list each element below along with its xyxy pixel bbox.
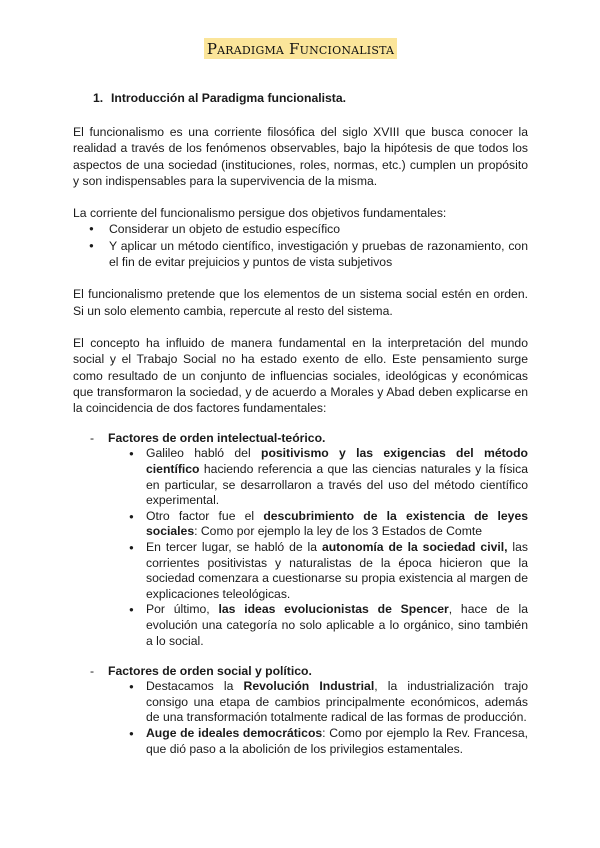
dash-marker: - <box>90 664 95 679</box>
item-text: Destacamos la <box>146 679 244 694</box>
item-text: , la industrialización trajo consigo una etapa de cambios principalmente económicos, además de una transformación totalmente radical de las formas de producción. <box>146 679 528 725</box>
section-title: Introducción al Paradigma funcionalista. <box>111 91 346 105</box>
factor-item <box>146 726 528 757</box>
item-bold: Revolución Industrial <box>243 679 375 694</box>
factor-items <box>73 679 528 757</box>
objectives-intro: La corriente del funcionalismo persigue dos objetivos fundamentales: <box>73 206 447 221</box>
factor-item <box>146 602 528 649</box>
item-bold: descubrimiento de la existencia de leyes sociales <box>146 508 529 539</box>
factor-item <box>146 509 528 540</box>
factor-title: Factores de orden social y político. <box>108 664 312 679</box>
item-text: : Como por ejemplo la Rev. Francesa, que dió paso a la abolición de los privilegios estamentales. <box>146 725 528 756</box>
item-text: En tercer lugar, se habló de la <box>146 540 322 555</box>
factor-heading <box>73 430 528 446</box>
item-bold: positivismo y las exigencias del método científico <box>146 446 528 477</box>
objective-item: ● Considerar un objeto de estudio específico <box>109 221 528 237</box>
objectives-list <box>73 221 528 270</box>
item-text: : Como por ejemplo la ley de los 3 Estados de Comte <box>194 524 483 539</box>
factor-social <box>73 663 528 757</box>
factor-title: Factores de orden intelectual-teórico. <box>108 431 326 446</box>
item-text: Por último, <box>146 602 219 617</box>
factor-heading <box>73 663 528 679</box>
section-heading <box>73 90 528 106</box>
page-title: Paradigma Funcionalista <box>204 38 397 59</box>
section-number: 1. <box>93 91 104 105</box>
factor-item <box>146 446 528 508</box>
item-text: Otro factor fue el <box>146 508 264 523</box>
item-text: haciendo referencia a que las ciencias naturales y la física en particular, se desarrollaron a través del uso del método científico experimental. <box>146 462 528 508</box>
factor-intellectual <box>73 430 528 649</box>
elements-paragraph: El funcionalismo pretende que los elementos de un sistema social estén en orden. Si un solo elemento cambia, repercute al resto del sistema. <box>73 287 528 318</box>
title-wrap <box>73 0 528 70</box>
intro-paragraph: El funcionalismo es una corriente filosófica del siglo XVIII que busca conocer la realidad a través de los fenómenos observables, bajo la hipótesis de que todos los aspectos de una sociedad (instituciones, roles, normas, etc.) cumplen un propósito y son indispensables para la supervivencia de la misma. <box>73 125 528 188</box>
item-bold: Auge de ideales democráticos <box>146 725 323 740</box>
concept-paragraph: El concepto ha influido de manera fundamental en la interpretación del mundo social y el Trabajo Social no ha estado exento de ello. Este pensamiento surge como resultado de un conjunto de influencias sociales, ideológicas y económicas que transformaron la sociedad, y de acuerdo a Morales y Abad deben explicarse en la coincidencia de dos factores fundamentales: <box>73 335 528 416</box>
item-text: las corrientes positivistas y naturalistas de la época hicieron que la sociedad comenzara a cuestionarse su propia existencia al margen de explicaciones teleológicas. <box>146 540 529 601</box>
factor-items <box>73 446 528 649</box>
factor-item <box>146 679 528 726</box>
factor-item <box>146 540 528 602</box>
item-text: , hace de la evolución una categoría no solo aplicable a lo orgánico, sino también a lo social. <box>146 602 528 648</box>
dash-marker: - <box>90 431 95 446</box>
objective-item: ● Y aplicar un método científico, investigación y pruebas de razonamiento, con el fin de evitar prejuicios y puntos de vista subjetivos <box>109 238 528 271</box>
item-bold: las ideas evolucionistas de Spencer <box>218 602 449 617</box>
item-bold: autonomía de la sociedad civil, <box>321 540 508 555</box>
item-text: Galileo habló del <box>146 446 261 461</box>
